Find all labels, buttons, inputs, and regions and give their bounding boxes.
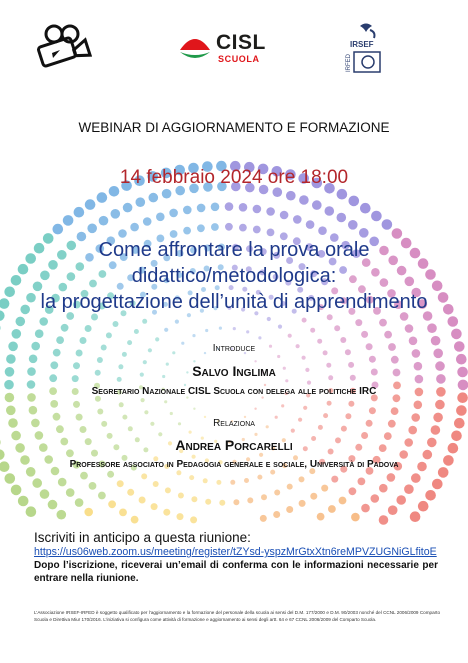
decorative-dot (355, 319, 362, 326)
decorative-dot (253, 226, 261, 234)
decorative-dot (267, 317, 271, 321)
decorative-dot (277, 355, 280, 358)
intro-label: Introduce (212, 343, 256, 354)
decorative-dot (151, 503, 158, 510)
decorative-dot (280, 211, 289, 220)
decorative-dot (87, 224, 97, 234)
decorative-dot (164, 400, 167, 403)
decorative-dot (61, 324, 69, 332)
decorative-dot (337, 213, 347, 223)
event-title-line: Come affrontare la prova orale (98, 239, 370, 261)
decorative-dot (183, 227, 191, 235)
decorative-dot (99, 216, 109, 226)
decorative-dot (141, 398, 145, 402)
decorative-dot (348, 401, 354, 407)
decorative-dot (404, 484, 414, 494)
decorative-dot (310, 493, 317, 500)
decorative-dot (216, 480, 221, 485)
decorative-dot (303, 406, 307, 410)
decorative-dot (162, 189, 172, 199)
event-kind: WEBINAR DI AGGIORNAMENTO E FORMAZIONE (78, 120, 390, 135)
decorative-dot (328, 505, 336, 513)
decorative-dot (270, 470, 275, 475)
decorative-dot (291, 429, 295, 433)
signup-note: Dopo l’iscrizione, riceverai un’email di conferma con le informazioni necessarie per entrare nella riunione. (34, 560, 438, 584)
decorative-dot (384, 331, 392, 339)
decorative-dot (325, 206, 335, 216)
decorative-dot (233, 499, 239, 505)
cisl-scuola-logo (178, 30, 288, 66)
decorative-dot (11, 329, 21, 339)
decorative-dot (142, 319, 147, 324)
decorative-dot (66, 488, 75, 497)
decorative-dot (127, 489, 134, 496)
decorative-dot (225, 223, 233, 231)
decorative-dot (190, 516, 197, 523)
decorative-dot (97, 192, 108, 203)
decorative-dot (358, 478, 366, 486)
decorative-dot (307, 381, 311, 385)
decorative-dot (205, 499, 211, 505)
decorative-dot (411, 473, 421, 483)
decorative-dot (349, 487, 357, 495)
decorative-dot (130, 223, 139, 232)
decorative-dot (50, 400, 58, 408)
cisl-mark-icon (178, 32, 212, 60)
decorative-dot (141, 473, 147, 479)
decorative-dot (80, 472, 88, 480)
decorative-dot (246, 330, 249, 333)
decorative-dot (239, 203, 248, 212)
event-title (0, 237, 468, 315)
decorative-dot (113, 321, 119, 327)
decorative-dot (317, 513, 325, 521)
decorative-dot (253, 205, 262, 214)
decorative-dot (123, 203, 133, 213)
relatore-label: Relaziona (213, 418, 255, 429)
decorative-dot (287, 484, 293, 490)
decorative-dot (35, 329, 44, 338)
decorative-dot (361, 331, 368, 338)
decorative-dot (456, 405, 467, 416)
decorative-dot (155, 337, 159, 341)
decorative-dot (203, 478, 208, 483)
decorative-dot (29, 406, 38, 415)
decorative-dot (191, 496, 197, 502)
decorative-dot (53, 224, 64, 235)
decorative-dot (136, 197, 146, 207)
decorative-dot (58, 478, 67, 487)
decorative-dot (175, 320, 179, 324)
decorative-dot (239, 224, 247, 232)
video-camera-icon (34, 22, 92, 72)
decorative-dot (119, 509, 127, 517)
event-date: 14 febbraio 2024 ore 18:00 (119, 167, 349, 188)
decorative-dot (318, 226, 327, 235)
decorative-dot (254, 433, 257, 436)
decorative-dot (144, 410, 148, 414)
decorative-dot (351, 513, 360, 522)
decorative-dot (396, 495, 406, 505)
decorative-dot (0, 323, 1, 334)
decorative-dot (337, 189, 348, 200)
decorative-dot (391, 407, 399, 415)
decorative-dot (29, 355, 38, 364)
decorative-dot (73, 401, 80, 408)
decorative-dot (85, 199, 96, 210)
decorative-dot (106, 332, 112, 338)
decorative-dot (369, 356, 376, 363)
decorative-dot (189, 475, 194, 480)
decorative-dot (286, 506, 293, 513)
decorative-dot (371, 494, 380, 503)
decorative-dot (192, 334, 195, 337)
decorative-dot (57, 510, 67, 520)
decorative-dot (435, 400, 445, 410)
event-title-line: didattico/metodologica: (131, 265, 337, 287)
decorative-dot (274, 490, 280, 496)
irsef-wordmark: IRSEF (350, 40, 374, 49)
decorative-dot (387, 473, 396, 482)
decorative-dot (405, 324, 414, 333)
decorative-dot (164, 328, 168, 332)
decorative-dot (219, 327, 222, 330)
accreditation-footnote: L’Associazione IRSEF-IRFED è soggetto qualificato per l’aggiornamento e la formazione del personale della scuola ai sensi del D.M. 177/2000 e D.M. 90/2003 nonché del CCNL 2006/2009 Comparto Scuola e Direttiva Miur 170/2016. L’iniziativa si configura come attività di formazione e aggiornamento ai sensi degli artt. 64 e 67 CCNL 2006/2009 del Comparto Scuola. (34, 610, 440, 622)
relatore-role: Professore associato in Pedagogia generale e sociale, Università di Padova (69, 459, 399, 470)
decorative-dot (302, 318, 307, 323)
decorative-dot (169, 209, 178, 218)
decorative-dot (293, 215, 302, 224)
event-title-line: la progettazione dell’unità di apprendimento (40, 291, 428, 313)
decorative-dot (331, 476, 338, 483)
irsef-irfed-logo (346, 22, 386, 74)
decorative-dot (349, 196, 360, 207)
decorative-dot (410, 511, 421, 522)
decorative-dot (189, 431, 192, 434)
decorative-dot (74, 207, 85, 218)
decorative-dot (361, 504, 370, 513)
decorative-dot (211, 223, 219, 231)
decorative-dot (153, 481, 159, 487)
decorative-dot (379, 515, 389, 525)
decorative-dot (197, 224, 205, 232)
decorative-dot (388, 505, 398, 515)
decorative-dot (63, 215, 74, 226)
decorative-dot (178, 493, 184, 499)
decorative-dot (286, 191, 296, 201)
decorative-dot (312, 200, 322, 210)
decorative-dot (327, 314, 333, 320)
decorative-dot (32, 478, 42, 488)
decorative-dot (143, 217, 152, 226)
decorative-dot (382, 219, 393, 230)
registration-link[interactable]: https://us06web.zoom.us/meeting/register/tZYsd-yspzMrGtxXtn6reMPVZUGNiGLfitoE (34, 546, 437, 558)
decorative-dot (97, 409, 103, 415)
decorative-dot (451, 329, 462, 340)
decorative-dot (339, 497, 347, 505)
decorative-dot (260, 515, 267, 522)
decorative-dot (26, 506, 37, 517)
decorative-dot (98, 492, 106, 500)
decorative-dot (432, 479, 443, 490)
decorative-dot (18, 496, 29, 507)
decorative-dot (334, 325, 340, 331)
decorative-dot (11, 485, 22, 496)
decorative-dot (261, 494, 267, 500)
decorative-dot (371, 211, 382, 222)
decorative-dot (230, 480, 235, 485)
signup-heading: Iscriviti in anticipo a questa riunione: (34, 530, 251, 545)
decorative-dot (108, 500, 116, 508)
decorative-dot (176, 470, 181, 475)
decorative-dot (310, 328, 315, 333)
decorative-dot (427, 323, 437, 333)
decorative-dot (117, 480, 124, 487)
decorative-dot (379, 319, 387, 327)
decorative-dot (193, 408, 195, 410)
decorative-dot (299, 500, 306, 507)
decorative-dot (288, 334, 292, 338)
decorative-dot (369, 407, 376, 414)
decorative-dot (379, 484, 388, 493)
decorative-dot (285, 379, 288, 382)
decorative-dot (131, 516, 139, 524)
decorative-dot (306, 220, 315, 229)
decorative-dot (299, 476, 305, 482)
decorative-dot (321, 485, 328, 492)
decorative-dot (39, 317, 48, 326)
decorative-dot (247, 497, 253, 503)
decorative-dot (281, 404, 284, 407)
decorative-dot (211, 203, 220, 212)
decorative-dot (233, 327, 236, 330)
decorative-dot (219, 500, 225, 506)
decorative-dot (414, 401, 423, 410)
decorative-dot (360, 203, 371, 214)
decorative-dot (158, 432, 162, 436)
decorative-dot (5, 473, 16, 484)
decorative-dot (177, 513, 184, 520)
decorative-dot (225, 202, 234, 211)
irfed-wordmark: IRFED (346, 54, 352, 72)
decorative-dot (134, 329, 139, 334)
decorative-dot (278, 325, 282, 329)
decorative-dot (327, 401, 332, 406)
decorative-dot (183, 206, 192, 215)
decorative-dot (163, 509, 170, 516)
decorative-dot (205, 329, 208, 332)
decorative-dot (267, 229, 275, 237)
decorative-dot (139, 497, 146, 504)
decorative-dot (448, 316, 459, 327)
decorative-dot (75, 498, 84, 507)
relatore-name: Andrea Porcarelli (175, 437, 293, 453)
decorative-dot (418, 501, 429, 512)
decorative-dot (84, 508, 93, 517)
decorative-dot (48, 500, 58, 510)
decorative-dot (197, 204, 206, 213)
decorative-dot (348, 220, 358, 230)
decorative-dot (6, 406, 16, 416)
decorative-dot (119, 402, 124, 407)
cisl-subtitle: SCUOLA (218, 54, 260, 64)
intro-speaker-name: Salvo Inglima (192, 363, 276, 379)
decorative-dot (170, 412, 173, 415)
decorative-dot (85, 325, 92, 332)
decorative-dot (259, 453, 263, 457)
decorative-dot (15, 317, 25, 327)
decorative-dot (156, 213, 165, 222)
decorative-dot (258, 336, 261, 339)
decorative-dot (254, 408, 256, 410)
decorative-dot (244, 478, 249, 483)
decorative-dot (257, 475, 262, 480)
decorative-dot (302, 356, 306, 360)
cisl-wordmark: CISL (216, 31, 266, 54)
decorative-dot (299, 195, 309, 205)
decorative-dot (165, 487, 171, 493)
decorative-dot (273, 511, 280, 518)
decorative-dot (149, 193, 159, 203)
decorative-dot (40, 489, 50, 499)
decorative-dot (107, 471, 114, 478)
decorative-dot (266, 207, 275, 216)
intro-speaker-role: Segretario Nazionale CISL Scuola con delega alle politiche IRC (91, 386, 377, 397)
decorative-dot (89, 482, 97, 490)
decorative-dot (111, 209, 121, 219)
decorative-dot (425, 490, 436, 501)
